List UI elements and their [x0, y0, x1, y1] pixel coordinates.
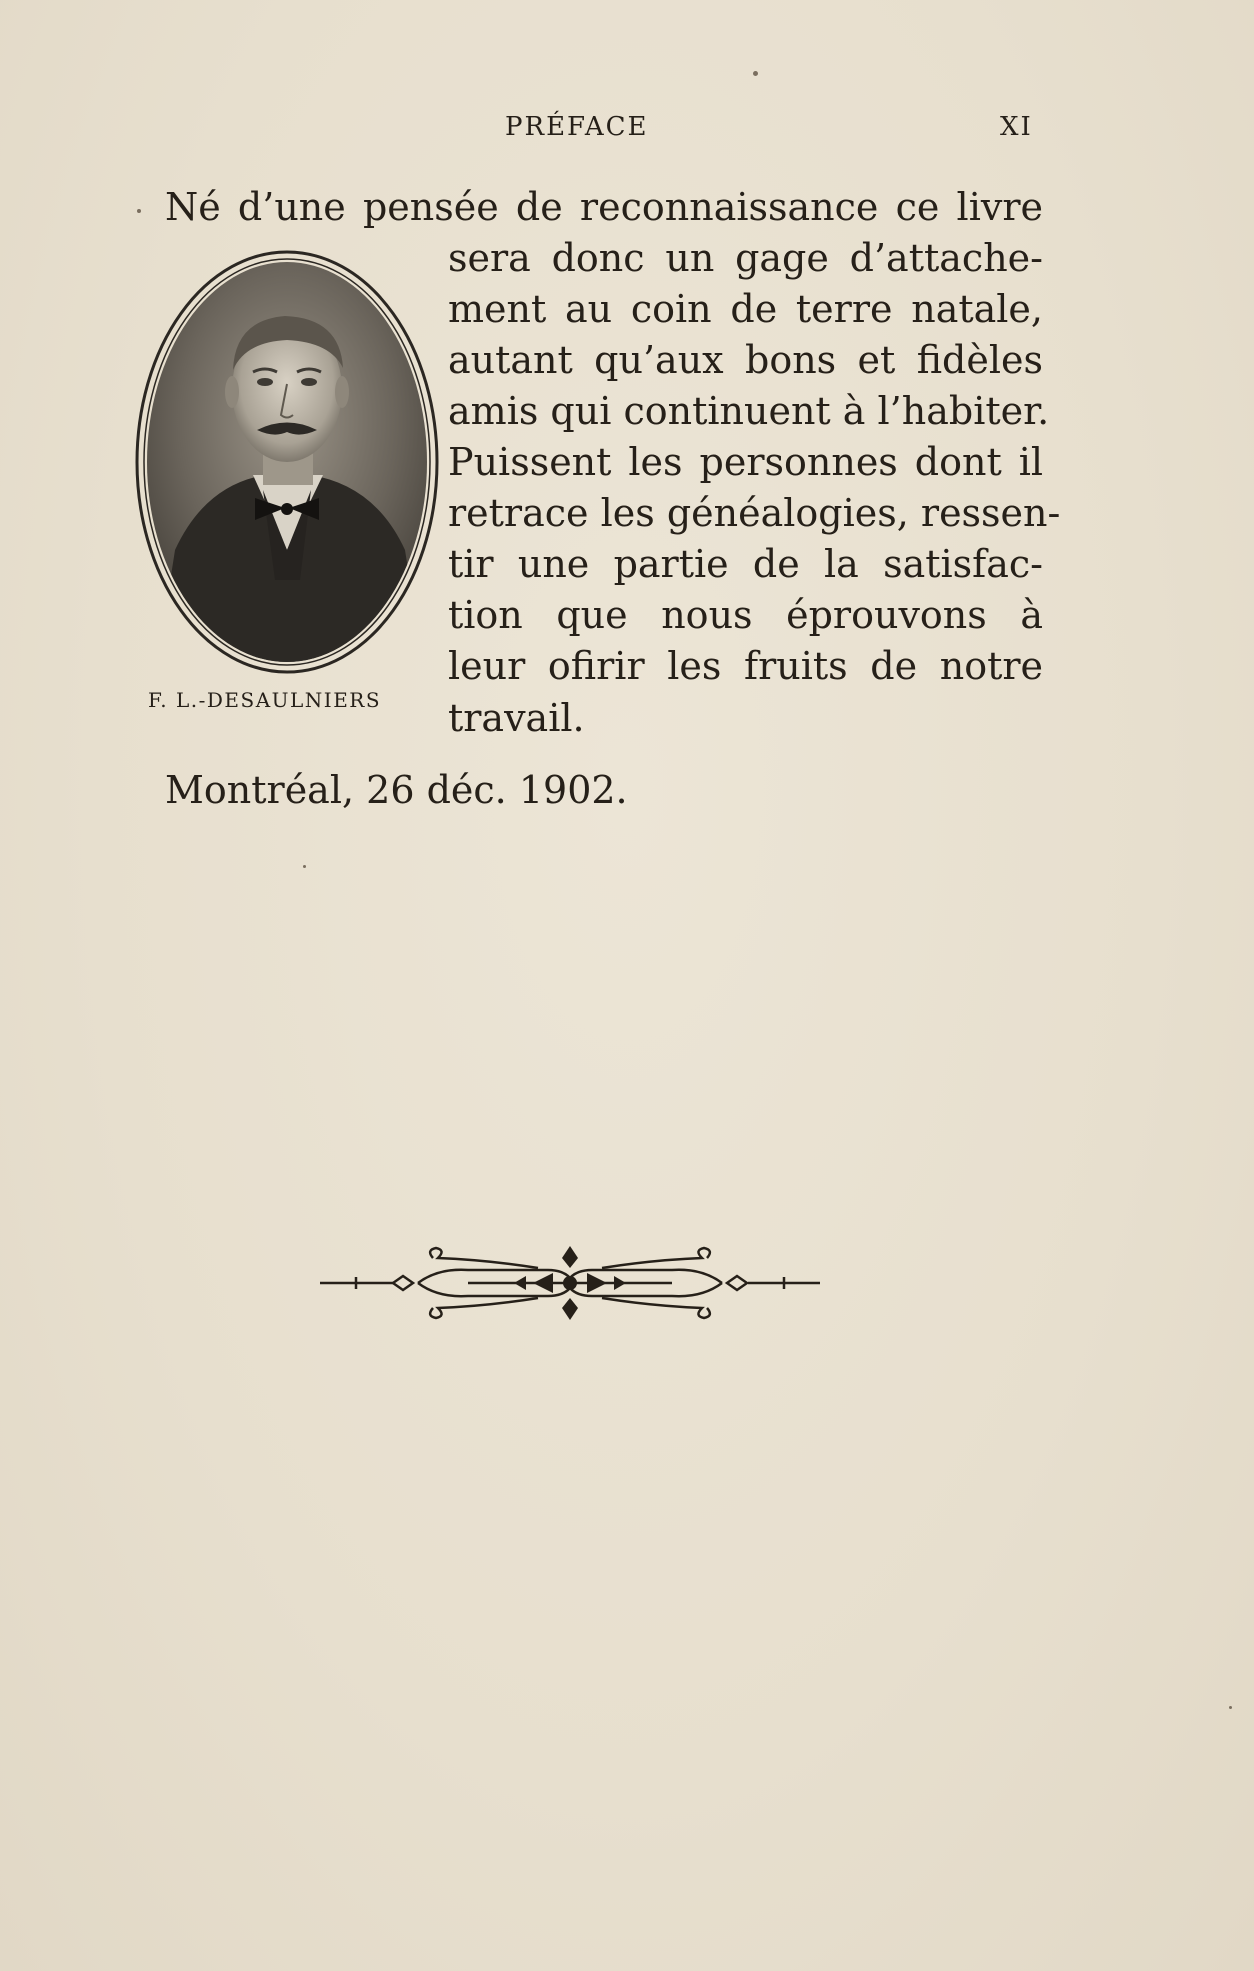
place-date-signature: Montréal, 26 déc. 1902. — [165, 768, 628, 812]
running-head: PRÉFACE — [505, 112, 649, 142]
text-line-10: leur ofirir les fruits de notre — [448, 644, 1043, 688]
text-line-7: retrace les généalogies, ressen- — [448, 491, 1061, 535]
text-line-8: tir une partie de la satisfac- — [448, 542, 1043, 586]
page-number: XI — [1000, 112, 1033, 142]
text-line-6: Puissent les personnes dont il — [448, 440, 1043, 484]
text-line-5: amis qui continuent à l’habiter. — [448, 389, 1050, 433]
text-line-11: travail. — [448, 696, 585, 740]
paper-speck — [137, 209, 141, 213]
decorative-ornament — [318, 1238, 822, 1328]
portrait-illustration — [135, 250, 440, 678]
paper-speck — [1229, 1706, 1232, 1709]
text-line-3: ment au coin de terre natale, — [448, 287, 1043, 331]
text-line-9: tion que nous éprouvons à — [448, 593, 1043, 637]
text-line-4: autant qu’aux bons et fidèles — [448, 338, 1043, 382]
paper-speck — [303, 865, 306, 868]
text-line-1: Né d’une pensée de reconnaissance ce livre — [165, 185, 1043, 229]
portrait-caption: F. L.-DESAULNIERS — [148, 688, 382, 712]
text-line-2: sera donc un gage d’attache- — [448, 236, 1043, 280]
paper-speck — [753, 71, 758, 76]
